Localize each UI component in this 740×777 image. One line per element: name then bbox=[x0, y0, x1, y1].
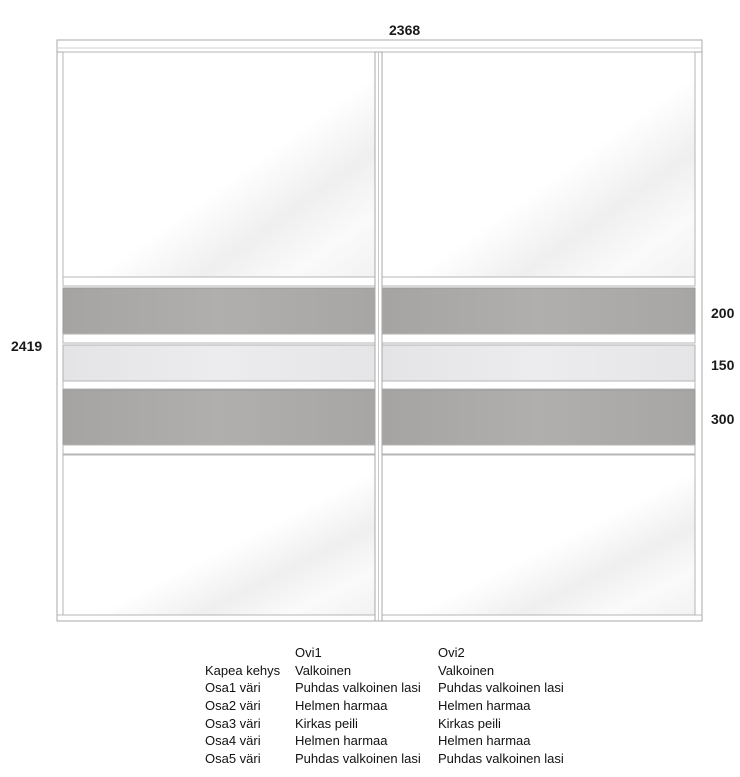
door-2-panel-osa2 bbox=[382, 288, 695, 334]
spec-value-door-2: Helmen harmaa bbox=[438, 733, 531, 749]
spec-label: Osa3 väri bbox=[205, 715, 261, 731]
spec-label: Osa2 väri bbox=[205, 698, 261, 714]
spec-value-door-1: Kirkas peili bbox=[295, 715, 358, 731]
spec-row-frame bbox=[201, 662, 582, 680]
spec-value-door-1: Helmen harmaa bbox=[295, 698, 388, 714]
top-rail bbox=[57, 40, 702, 52]
door-1-panel-osa1 bbox=[63, 52, 375, 277]
spec-header-cell bbox=[201, 644, 291, 662]
door-1 bbox=[57, 52, 377, 621]
door-2-panel-osa4 bbox=[382, 390, 695, 445]
door-1-panel-osa4 bbox=[63, 390, 375, 445]
panel-height-label-3: 300 bbox=[711, 411, 735, 427]
panel-height-label-2: 150 bbox=[711, 357, 735, 373]
spec-header-row bbox=[201, 644, 582, 662]
spec-value-door-1: Valkoinen bbox=[295, 662, 352, 678]
door-1-panel-osa3 bbox=[63, 345, 375, 381]
spec-header-door-1: Ovi1 bbox=[295, 645, 322, 661]
spec-row-osa4 bbox=[201, 732, 582, 750]
spec-value-door-1: Puhdas valkoinen lasi bbox=[295, 680, 421, 696]
spec-value-door-2: Kirkas peili bbox=[438, 715, 501, 731]
spec-value-door-1: Puhdas valkoinen lasi bbox=[295, 750, 421, 766]
spec-label: Osa4 väri bbox=[205, 733, 261, 749]
spec-label: Kapea kehys bbox=[205, 662, 281, 678]
door-2-panel-osa3 bbox=[382, 345, 695, 381]
door-1-panel-osa5 bbox=[63, 455, 375, 615]
spec-row-osa5 bbox=[201, 750, 582, 768]
total-height-label: 2419 bbox=[11, 338, 43, 354]
spec-value-door-2: Puhdas valkoinen lasi bbox=[438, 680, 564, 696]
spec-row-osa2 bbox=[201, 697, 582, 715]
total-width-label: 2368 bbox=[389, 22, 421, 38]
door-2-panel-osa5 bbox=[382, 455, 695, 615]
spec-value-door-1: Helmen harmaa bbox=[295, 733, 388, 749]
door-2 bbox=[377, 52, 702, 621]
spec-value-door-2: Valkoinen bbox=[438, 662, 495, 678]
spec-row-osa3 bbox=[201, 714, 582, 732]
door-1-panel-osa2 bbox=[63, 288, 375, 334]
spec-header-door-2: Ovi2 bbox=[438, 645, 465, 661]
spec-label: Osa5 väri bbox=[205, 750, 261, 766]
spec-value-door-2: Puhdas valkoinen lasi bbox=[438, 750, 564, 766]
door-spec-table bbox=[201, 644, 582, 767]
spec-label: Osa1 väri bbox=[205, 680, 261, 696]
panel-height-label-1: 200 bbox=[711, 305, 735, 321]
spec-value-door-2: Helmen harmaa bbox=[438, 698, 531, 714]
spec-row-osa1 bbox=[201, 679, 582, 697]
door-2-panel-osa1 bbox=[382, 52, 695, 277]
